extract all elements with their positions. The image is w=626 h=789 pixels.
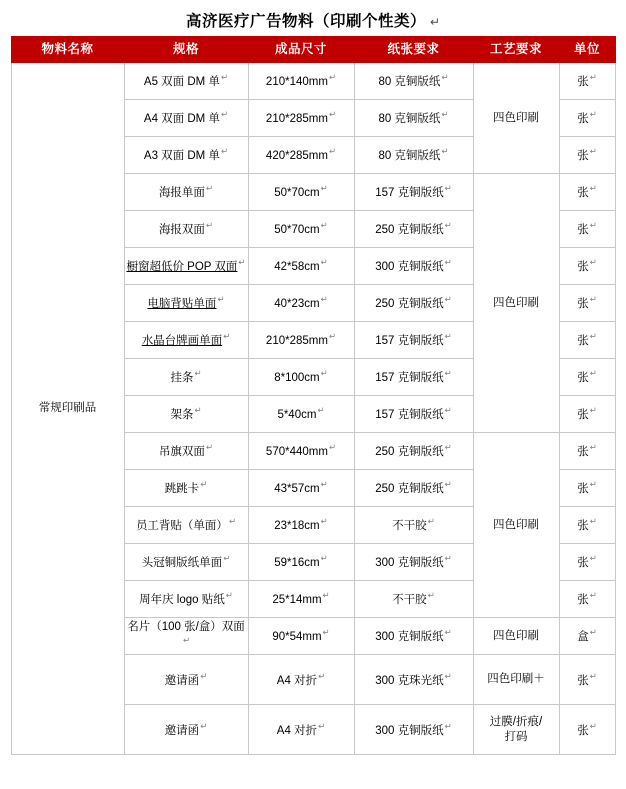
cell-finished-size: 90*54mm↵	[248, 618, 354, 655]
table-header-row	[11, 37, 615, 63]
column-header-material-name: 物料名称	[11, 37, 124, 63]
paragraph-mark-icon: ↵	[444, 331, 452, 342]
cell-paper-requirement: 250 克铜版纸↵	[354, 433, 473, 470]
cell-paper-requirement: 157 克铜版纸↵	[354, 174, 473, 211]
cell-spec	[124, 544, 248, 581]
cell-finished-size: 420*285mm↵	[248, 137, 354, 174]
paragraph-mark-icon: ↵	[444, 183, 452, 194]
cell-spec	[124, 63, 248, 100]
cell-paper-requirement: 不干胶↵	[354, 581, 473, 618]
cell-unit: 张↵	[559, 581, 615, 618]
cell-paper-requirement: 250 克铜版纸↵	[354, 470, 473, 507]
cell-finished-size: 210*140mm↵	[248, 63, 354, 100]
cell-craft-requirement: 四色印刷	[473, 63, 559, 174]
paragraph-mark-icon: ↵	[328, 146, 337, 157]
cell-finished-size: 50*70cm↵	[248, 211, 354, 248]
paragraph-mark-icon: ↵	[444, 720, 452, 731]
paragraph-mark-icon: ↵	[225, 590, 233, 601]
cell-spec	[124, 322, 248, 359]
paragraph-mark-icon: ↵	[223, 331, 231, 342]
cell-paper-requirement: 80 克铜版纸↵	[354, 63, 473, 100]
paragraph-mark-icon: ↵	[320, 294, 328, 305]
column-header-craft-requirement: 工艺要求	[473, 37, 559, 63]
cell-spec	[124, 433, 248, 470]
cell-spec	[124, 248, 248, 285]
paragraph-mark-icon: ↵	[228, 516, 237, 527]
paragraph-mark-icon: ↵	[589, 331, 597, 342]
cell-finished-size: 40*23cm↵	[248, 285, 354, 322]
paragraph-mark-icon: ↵	[444, 368, 452, 379]
paragraph-mark-icon: ↵	[205, 220, 214, 231]
cell-spec	[124, 211, 248, 248]
craft-line: 过膜/折痕/	[489, 716, 543, 729]
paragraph-mark-icon: ↵	[589, 220, 597, 231]
paragraph-mark-icon: ↵	[205, 442, 214, 453]
paragraph-mark-icon: ↵	[320, 183, 328, 194]
paragraph-mark-icon: ↵	[220, 72, 229, 83]
cell-craft-requirement: 四色印刷	[473, 174, 559, 433]
cell-unit: 张↵	[559, 137, 615, 174]
cell-paper-requirement: 157 克铜版纸↵	[354, 322, 473, 359]
cell-paper-requirement: 157 克铜版纸↵	[354, 396, 473, 433]
paragraph-mark-icon: ↵	[320, 257, 328, 268]
cell-finished-size: 42*58cm↵	[248, 248, 354, 285]
spec-text: 吊旗双面	[158, 446, 205, 459]
paragraph-mark-icon: ↵	[444, 553, 452, 564]
paragraph-mark-icon: ↵	[589, 442, 597, 453]
cell-craft-requirement: 四色印刷＋	[473, 655, 559, 705]
spec-text: 跳跳卡	[164, 483, 200, 496]
paragraph-mark-icon: ↵	[320, 516, 328, 527]
cell-unit: 张↵	[559, 705, 615, 755]
cell-paper-requirement: 300 克铜版纸↵	[354, 705, 473, 755]
paragraph-mark-icon: ↵	[444, 257, 452, 268]
paragraph-mark-icon: ↵	[328, 442, 337, 453]
cell-paper-requirement: 250 克铜版纸↵	[354, 211, 473, 248]
paragraph-mark-icon: ↵	[328, 331, 337, 342]
paragraph-mark-icon: ↵	[589, 183, 597, 194]
paragraph-mark-icon: ↵	[589, 516, 597, 527]
cell-spec	[124, 705, 248, 755]
spec-text: 海报单面	[158, 187, 205, 200]
paragraph-mark-icon: ↵	[205, 183, 214, 194]
cell-finished-size: 8*100cm↵	[248, 359, 354, 396]
paragraph-mark-icon: ↵	[444, 627, 452, 638]
paragraph-mark-icon: ↵	[427, 516, 435, 527]
paragraph-mark-icon: ↵	[223, 553, 231, 564]
paragraph-mark-icon: ↵	[589, 368, 597, 379]
table-row	[11, 63, 615, 100]
paragraph-mark-icon: ↵	[220, 109, 229, 120]
paragraph-mark-icon: ↵	[318, 720, 326, 731]
spec-text: 海报双面	[158, 224, 205, 237]
spec-text: 周年庆 logo 贴纸	[139, 594, 225, 607]
spec-text: 员工背贴（单面）	[135, 520, 228, 533]
cell-finished-size: 210*285mm↵	[248, 322, 354, 359]
cell-unit: 张↵	[559, 396, 615, 433]
paragraph-mark-icon: ↵	[317, 405, 325, 416]
cell-finished-size: 25*14mm↵	[248, 581, 354, 618]
cell-paper-requirement: 300 克铜版纸↵	[354, 248, 473, 285]
cell-paper-requirement: 300 克铜版纸↵	[354, 544, 473, 581]
paragraph-mark-icon: ↵	[589, 479, 597, 490]
paragraph-mark-icon: ↵	[441, 109, 449, 120]
cell-unit: 张↵	[559, 174, 615, 211]
material-group-name: 常规印刷品	[11, 63, 124, 755]
cell-spec	[124, 470, 248, 507]
cell-finished-size: 23*18cm↵	[248, 507, 354, 544]
paragraph-mark-icon: ↵	[444, 442, 452, 453]
cell-finished-size: A4 对折↵	[248, 705, 354, 755]
cell-paper-requirement: 300 克铜版纸↵	[354, 618, 473, 655]
cell-unit: 张↵	[559, 248, 615, 285]
spec-text: 邀请函	[164, 724, 200, 737]
paragraph-mark-icon: ↵	[589, 405, 597, 416]
craft-line: 打码	[504, 730, 528, 743]
column-header-spec: 规格	[124, 37, 248, 63]
cell-finished-size: 43*57cm↵	[248, 470, 354, 507]
cell-finished-size: 50*70cm↵	[248, 174, 354, 211]
paragraph-mark-icon: ↵	[194, 405, 202, 416]
cell-spec	[124, 174, 248, 211]
cell-paper-requirement: 157 克铜版纸↵	[354, 359, 473, 396]
spec-text: A4 双面 DM 单	[143, 113, 220, 126]
table-header	[11, 37, 615, 63]
cell-craft-requirement: 四色印刷	[473, 433, 559, 618]
paragraph-mark-icon: ↵	[441, 146, 449, 157]
column-header-paper-requirement: 纸张要求	[354, 37, 473, 63]
document-title-row	[0, 0, 626, 36]
paragraph-mark-icon: ↵	[238, 257, 246, 268]
paragraph-mark-icon: ↵	[444, 220, 452, 231]
cell-paper-requirement: 不干胶↵	[354, 507, 473, 544]
cell-spec	[124, 137, 248, 174]
cell-unit: 张↵	[559, 507, 615, 544]
paragraph-mark-icon: ↵	[200, 720, 208, 731]
cell-unit: 盒↵	[559, 618, 615, 655]
cell-unit: 张↵	[559, 63, 615, 100]
cell-paper-requirement: 300 克珠光纸↵	[354, 655, 473, 705]
spec-text: 头冠铜版纸单面	[141, 557, 223, 570]
cell-spec	[124, 100, 248, 137]
spec-text: 橱窗超低价 POP 双面	[126, 261, 238, 274]
paragraph-mark-icon: ↵	[320, 479, 328, 490]
paragraph-mark-icon: ↵	[589, 72, 597, 83]
cell-unit: 张↵	[559, 100, 615, 137]
paragraph-mark-icon: ↵	[441, 72, 449, 83]
paragraph-mark-icon: ↵	[182, 634, 191, 645]
spec-text: A5 双面 DM 单	[143, 76, 220, 89]
cell-paper-requirement: 80 克铜版纸↵	[354, 100, 473, 137]
spec-text: 邀请函	[164, 674, 200, 687]
cell-finished-size: 210*285mm↵	[248, 100, 354, 137]
cell-spec	[124, 618, 248, 655]
cell-unit: 张↵	[559, 211, 615, 248]
spec-text: 架条	[170, 409, 194, 422]
cell-finished-size: A4 对折↵	[248, 655, 354, 705]
cell-finished-size: 5*40cm↵	[248, 396, 354, 433]
paragraph-mark-icon: ↵	[320, 220, 328, 231]
paragraph-mark-icon: ↵	[444, 479, 452, 490]
paragraph-mark-icon: ↵	[427, 590, 435, 601]
paragraph-mark-icon: ↵	[444, 405, 452, 416]
cell-spec	[124, 285, 248, 322]
spec-text: A3 双面 DM 单	[143, 150, 220, 163]
column-header-finished-size: 成品尺寸	[248, 37, 354, 63]
paragraph-mark-icon: ↵	[444, 670, 452, 681]
cell-finished-size: 59*16cm↵	[248, 544, 354, 581]
paragraph-mark-icon: ↵	[589, 146, 597, 157]
cell-spec	[124, 655, 248, 705]
cell-unit: 张↵	[559, 322, 615, 359]
paragraph-mark-icon: ↵	[217, 294, 225, 305]
table-body	[11, 63, 615, 755]
page-title: 高济医疗广告物料（印刷个性类）	[185, 13, 426, 30]
cell-spec	[124, 359, 248, 396]
paragraph-mark-icon: ↵	[322, 627, 330, 638]
cell-spec	[124, 507, 248, 544]
paragraph-mark-icon: ↵	[589, 294, 597, 305]
cell-unit: 张↵	[559, 359, 615, 396]
cell-finished-size: 570*440mm↵	[248, 433, 354, 470]
spec-text: 挂条	[170, 372, 194, 385]
cell-spec	[124, 581, 248, 618]
paragraph-mark-icon: ↵	[318, 670, 326, 681]
paragraph-mark-icon: ↵	[589, 627, 597, 638]
paragraph-mark-icon: ↵	[320, 368, 328, 379]
paragraph-mark-icon: ↵	[589, 257, 597, 268]
paragraph-mark-icon: ↵	[589, 720, 597, 731]
cell-spec	[124, 396, 248, 433]
paragraph-mark-icon: ↵	[200, 670, 208, 681]
paragraph-mark-icon: ↵	[322, 590, 330, 601]
cell-paper-requirement: 80 克铜版纸↵	[354, 137, 473, 174]
spec-text: 名片（100 张/盒）双面	[127, 621, 245, 634]
paragraph-mark-icon: ↵	[589, 553, 597, 564]
paragraph-mark-icon: ↵	[200, 479, 208, 490]
cell-craft-requirement	[473, 705, 559, 755]
paragraph-mark-icon: ↵	[589, 590, 597, 601]
spec-text: 水晶台牌画单面	[141, 335, 223, 348]
paragraph-mark-icon: ↵	[220, 146, 229, 157]
paragraph-mark-icon: ↵	[429, 15, 441, 29]
cell-unit: 张↵	[559, 470, 615, 507]
cell-unit: 张↵	[559, 655, 615, 705]
cell-unit: 张↵	[559, 544, 615, 581]
materials-table	[11, 36, 616, 755]
paragraph-mark-icon: ↵	[320, 553, 328, 564]
paragraph-mark-icon: ↵	[444, 294, 452, 305]
cell-craft-requirement: 四色印刷	[473, 618, 559, 655]
cell-paper-requirement: 250 克铜版纸↵	[354, 285, 473, 322]
paragraph-mark-icon: ↵	[328, 72, 337, 83]
cell-unit: 张↵	[559, 285, 615, 322]
column-header-unit: 单位	[559, 37, 615, 63]
paragraph-mark-icon: ↵	[328, 109, 337, 120]
spec-text: 电脑背贴单面	[147, 298, 217, 311]
paragraph-mark-icon: ↵	[194, 368, 202, 379]
cell-unit: 张↵	[559, 433, 615, 470]
paragraph-mark-icon: ↵	[589, 670, 597, 681]
paragraph-mark-icon: ↵	[589, 109, 597, 120]
